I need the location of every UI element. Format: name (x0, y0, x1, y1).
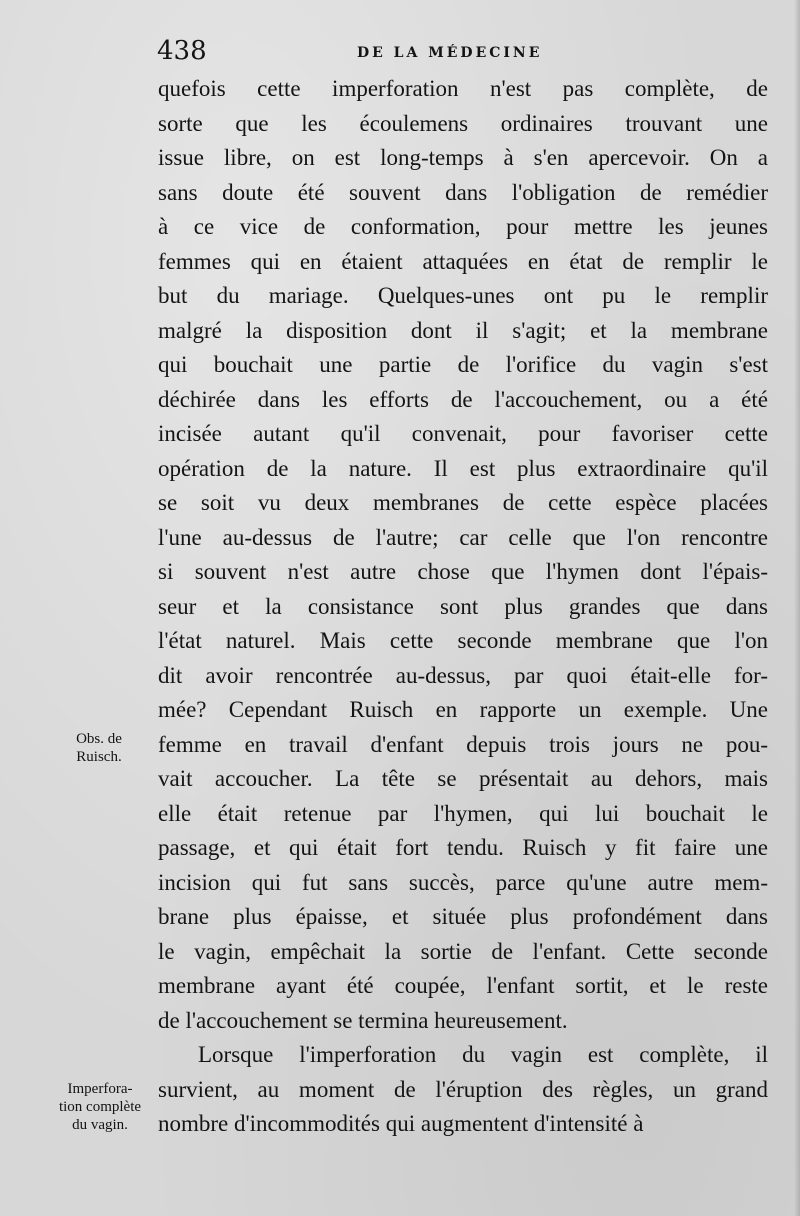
text-line: le vagin, empêchait la sortie de l'enfant. Cette seconde (158, 938, 768, 964)
text-line: elle était retenue par l'hymen, qui lui bouchait le (158, 800, 768, 826)
text-line: incision qui fut sans succès, parce qu'une autre mem- (158, 869, 768, 895)
text-line: de l'accouchement se termina heureusement. (158, 1007, 568, 1033)
text-line: se soit vu deux membranes de cette espèce placées (158, 490, 768, 515)
running-title: DE LA MÉDECINE (357, 45, 543, 61)
page-number: 438 (157, 36, 207, 66)
text-line: dit avoir rencontrée au-dessus, par quoi était-elle for- (158, 662, 768, 688)
text-line: à ce vice de conformation, pour mettre les jeunes (158, 214, 768, 239)
text-line: vait accoucher. La tête se présentait au dehors, mais (158, 766, 768, 791)
text-line: but du mariage. Quelques-unes ont pu le remplir (158, 283, 768, 308)
text-line: issue libre, on est long-temps à s'en apercevoir. On a (158, 145, 768, 170)
text-line: seur et la consistance sont plus grandes que dans (158, 593, 768, 619)
text-line: nombre d'incommodités qui augmentent d'intensité à (158, 1111, 644, 1136)
margin-note-line: Obs. de (76, 731, 122, 747)
text-line: survient, au moment de l'éruption des règles, un grand (158, 1076, 768, 1102)
text-line: femmes qui en étaient attaquées en état de remplir le (158, 248, 768, 274)
text-line: sans doute été souvent dans l'obligation de remédier (158, 179, 768, 205)
text-line: Lorsque l'imperforation du vagin est complète, il (198, 1042, 768, 1067)
text-line: brane plus épaisse, et située plus profondément dans (158, 904, 768, 929)
text-line: mée? Cependant Ruisch en rapporte un exemple. Une (158, 697, 768, 722)
text-line: femme en travail d'enfant depuis trois jours ne pou- (158, 731, 768, 757)
text-line: passage, et qui était fort tendu. Ruisch y fit faire une (158, 835, 768, 860)
margin-note-line: Imperfora- (67, 1081, 133, 1097)
margin-note-ruisch (58, 730, 140, 766)
page-header (157, 34, 767, 68)
text-line: membrane ayant été coupée, l'enfant sortit, et le reste (158, 973, 768, 998)
margin-note-line: du vagin. (72, 1117, 128, 1133)
text-line: sorte que les écoulemens ordinaires trouvant une (158, 110, 768, 136)
page-edge-shadow (794, 0, 800, 1216)
body-text (158, 72, 768, 1142)
text-line: opération de la nature. Il est plus extraordinaire qu'il (158, 455, 768, 481)
text-line: déchirée dans les efforts de l'accouchement, ou a été (158, 386, 768, 412)
text-line: l'état naturel. Mais cette seconde membrane que l'on (158, 628, 768, 653)
text-line: malgré la disposition dont il s'agit; et la membrane (158, 317, 768, 343)
margin-note-imperforation (50, 1080, 150, 1134)
text-line: l'une au-dessus de l'autre; car celle que l'on rencontre (158, 524, 768, 550)
text-line: si souvent n'est autre chose que l'hymen dont l'épais- (158, 559, 768, 584)
margin-note-line: Ruisch. (76, 749, 122, 765)
margin-note-line: tion complète (58, 1099, 142, 1115)
text-line: qui bouchait une partie de l'orifice du vagin s'est (158, 352, 768, 377)
text-line: quefois cette imperforation n'est pas complète, de (158, 76, 768, 101)
text-line: incisée autant qu'il convenait, pour favoriser cette (158, 421, 768, 446)
